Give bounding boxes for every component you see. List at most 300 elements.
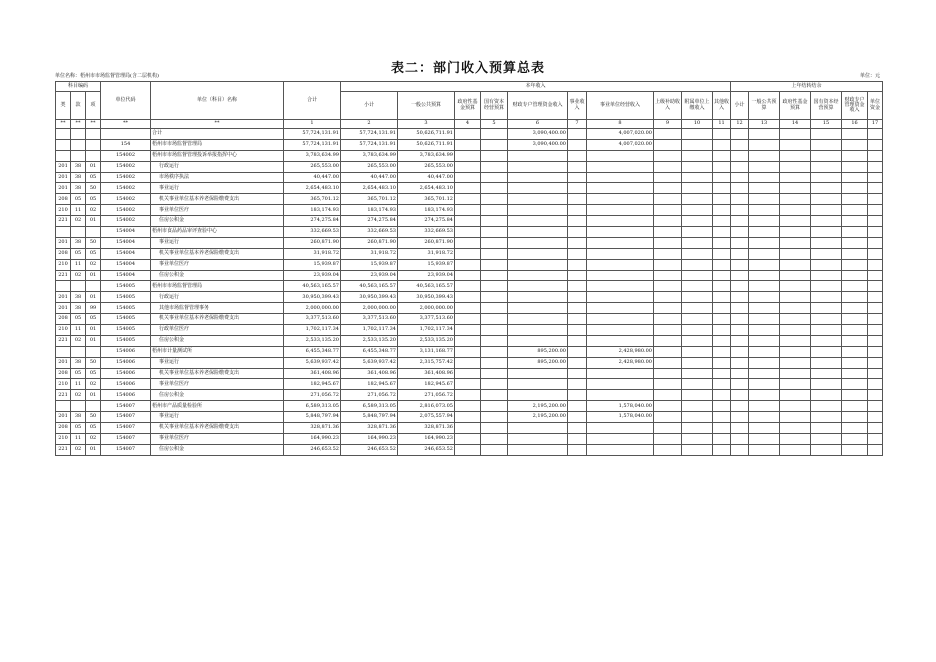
- lei-cell: 210: [56, 433, 71, 444]
- unit-name-cell: 机关事业单位基本养老保险缴费支出: [151, 314, 284, 325]
- empty-cell: [481, 183, 508, 194]
- kuan-cell: 38: [71, 161, 86, 172]
- general-budget-cell: 271,056.72: [398, 390, 455, 401]
- table-row: [56, 368, 883, 379]
- empty-cell: [455, 433, 481, 444]
- empty-cell: [455, 227, 481, 238]
- empty-cell: [713, 401, 731, 412]
- empty-cell: [731, 433, 749, 444]
- empty-cell: [682, 248, 713, 259]
- unit-name-cell: 住房公积金: [151, 444, 284, 455]
- empty-cell: [682, 139, 713, 150]
- empty-cell: [481, 303, 508, 314]
- empty-cell: [713, 205, 731, 216]
- empty-cell: [455, 390, 481, 401]
- subtotal-cell: 2,533,135.20: [341, 335, 398, 346]
- total-cell: 2,654,483.10: [284, 183, 341, 194]
- subtotal-cell: 332,669.53: [341, 227, 398, 238]
- empty-cell: [868, 412, 883, 423]
- header-gov-fund: 政府性基金预算: [455, 92, 481, 120]
- empty-cell: [731, 335, 749, 346]
- empty-cell: [481, 357, 508, 368]
- empty-cell: [811, 216, 842, 227]
- column-index-cell: **: [86, 120, 101, 129]
- table-row: [56, 379, 883, 390]
- subtotal-cell: 271,056.72: [341, 390, 398, 401]
- unit-code-cell: 154007: [101, 433, 151, 444]
- empty-cell: [481, 259, 508, 270]
- empty-cell: [654, 270, 682, 281]
- kuan-cell: 11: [71, 379, 86, 390]
- empty-cell: [811, 139, 842, 150]
- unit-code-cell: 154004: [101, 237, 151, 248]
- empty-cell: [811, 248, 842, 259]
- empty-cell: [568, 270, 587, 281]
- lei-cell: [56, 150, 71, 161]
- empty-cell: [568, 172, 587, 183]
- empty-cell: [481, 216, 508, 227]
- empty-cell: [811, 401, 842, 412]
- unit-name-cell: 事业单位医疗: [151, 379, 284, 390]
- table-row: [56, 227, 883, 238]
- total-cell: 2,000,000.00: [284, 303, 341, 314]
- empty-cell: [682, 314, 713, 325]
- xiang-cell: 05: [86, 248, 101, 259]
- xiang-cell: 50: [86, 412, 101, 423]
- empty-cell: [654, 346, 682, 357]
- empty-cell: [780, 423, 811, 434]
- empty-cell: [749, 346, 780, 357]
- cause-unit-biz-cell: 2,428,980.00: [587, 346, 654, 357]
- empty-cell: [842, 216, 868, 227]
- subtotal-cell: 265,553.00: [341, 161, 398, 172]
- subtotal-cell: 3,377,513.60: [341, 314, 398, 325]
- unit-code-cell: 154006: [101, 368, 151, 379]
- unit-code-cell: 154005: [101, 335, 151, 346]
- empty-cell: [481, 390, 508, 401]
- empty-cell: [868, 357, 883, 368]
- empty-cell: [842, 335, 868, 346]
- empty-cell: [568, 346, 587, 357]
- empty-cell: [713, 368, 731, 379]
- empty-cell: [481, 401, 508, 412]
- total-cell: 57,724,131.91: [284, 139, 341, 150]
- empty-cell: [481, 292, 508, 303]
- unit-code-cell: 154002: [101, 172, 151, 183]
- empty-cell: [780, 237, 811, 248]
- fiscal-special-cell: [508, 205, 568, 216]
- unit-code-cell: 154002: [101, 161, 151, 172]
- kuan-cell: 05: [71, 368, 86, 379]
- empty-cell: [481, 172, 508, 183]
- empty-cell: [842, 433, 868, 444]
- subtotal-cell: 328,871.36: [341, 423, 398, 434]
- xiang-cell: 01: [86, 216, 101, 227]
- subtotal-cell: 246,653.52: [341, 444, 398, 455]
- empty-cell: [481, 194, 508, 205]
- empty-cell: [568, 129, 587, 140]
- unit-code-cell: 154006: [101, 357, 151, 368]
- total-cell: 164,990.23: [284, 433, 341, 444]
- fiscal-special-cell: [508, 270, 568, 281]
- unit-name-cell: 梧州市市场监督管理局: [151, 281, 284, 292]
- empty-cell: [455, 205, 481, 216]
- empty-cell: [780, 194, 811, 205]
- cause-unit-biz-cell: [587, 335, 654, 346]
- unit-name-cell: 机关事业单位基本养老保险缴费支出: [151, 423, 284, 434]
- unit-name-cell: 事业运行: [151, 183, 284, 194]
- unit-code-cell: 154004: [101, 259, 151, 270]
- column-index-cell: **: [71, 120, 86, 129]
- total-cell: 40,447.00: [284, 172, 341, 183]
- unit-code-cell: 154004: [101, 270, 151, 281]
- cause-unit-biz-cell: 1,578,040.00: [587, 412, 654, 423]
- empty-cell: [654, 259, 682, 270]
- empty-cell: [749, 390, 780, 401]
- empty-cell: [868, 194, 883, 205]
- xiang-cell: [86, 150, 101, 161]
- empty-cell: [713, 183, 731, 194]
- unit-name-cell: 梧州市食品药品审评查验中心: [151, 227, 284, 238]
- empty-cell: [811, 346, 842, 357]
- empty-cell: [811, 433, 842, 444]
- empty-cell: [868, 314, 883, 325]
- empty-cell: [780, 129, 811, 140]
- empty-cell: [455, 270, 481, 281]
- empty-cell: [749, 314, 780, 325]
- empty-cell: [481, 248, 508, 259]
- table-row: [56, 412, 883, 423]
- empty-cell: [811, 270, 842, 281]
- subtotal-cell: 57,724,131.91: [341, 129, 398, 140]
- unit-code-cell: 154004: [101, 248, 151, 259]
- empty-cell: [842, 129, 868, 140]
- empty-cell: [731, 270, 749, 281]
- empty-cell: [654, 216, 682, 227]
- general-budget-cell: 15,939.87: [398, 259, 455, 270]
- lei-cell: 208: [56, 423, 71, 434]
- kuan-cell: 38: [71, 292, 86, 303]
- kuan-cell: 02: [71, 390, 86, 401]
- empty-cell: [842, 150, 868, 161]
- unit-code-cell: 154005: [101, 303, 151, 314]
- cause-unit-biz-cell: [587, 433, 654, 444]
- subtotal-cell: 1,702,117.34: [341, 325, 398, 336]
- unit-code-cell: [101, 129, 151, 140]
- subtotal-cell: 260,871.90: [341, 237, 398, 248]
- empty-cell: [455, 335, 481, 346]
- xiang-cell: 05: [86, 172, 101, 183]
- empty-cell: [481, 444, 508, 455]
- kuan-cell: 02: [71, 444, 86, 455]
- empty-cell: [811, 183, 842, 194]
- column-index-cell: 11: [713, 120, 731, 129]
- empty-cell: [713, 390, 731, 401]
- header-cause-income: 事业收入: [568, 92, 587, 120]
- empty-cell: [842, 172, 868, 183]
- table-row: [56, 281, 883, 292]
- table-row: [56, 325, 883, 336]
- empty-cell: [780, 314, 811, 325]
- subtotal-cell: 6,455,348.77: [341, 346, 398, 357]
- empty-cell: [455, 292, 481, 303]
- general-budget-cell: 1,702,117.34: [398, 325, 455, 336]
- general-budget-cell: 246,653.52: [398, 444, 455, 455]
- general-budget-cell: 3,131,168.77: [398, 346, 455, 357]
- header-other-income: 其他收入: [713, 92, 731, 120]
- general-budget-cell: 40,563,165.57: [398, 281, 455, 292]
- xiang-cell: 02: [86, 259, 101, 270]
- empty-cell: [713, 161, 731, 172]
- table-row: [56, 205, 883, 216]
- empty-cell: [868, 335, 883, 346]
- empty-cell: [682, 194, 713, 205]
- kuan-cell: 02: [71, 270, 86, 281]
- cause-unit-biz-cell: [587, 325, 654, 336]
- fiscal-special-cell: [508, 292, 568, 303]
- cause-unit-biz-cell: 4,007,020.00: [587, 139, 654, 150]
- column-index-cell: 15: [811, 120, 842, 129]
- cause-unit-biz-cell: [587, 259, 654, 270]
- empty-cell: [455, 346, 481, 357]
- empty-cell: [842, 183, 868, 194]
- header-xiang: 项: [86, 92, 101, 120]
- general-budget-cell: 260,871.90: [398, 237, 455, 248]
- unit-code-cell: 154002: [101, 216, 151, 227]
- empty-cell: [868, 150, 883, 161]
- empty-cell: [868, 379, 883, 390]
- xiang-cell: 01: [86, 390, 101, 401]
- general-budget-cell: 182,945.67: [398, 379, 455, 390]
- empty-cell: [811, 161, 842, 172]
- fiscal-special-cell: [508, 379, 568, 390]
- header-ly-state-capital: 国有资本经营预算: [811, 92, 842, 120]
- lei-cell: 208: [56, 248, 71, 259]
- empty-cell: [780, 444, 811, 455]
- lei-cell: 210: [56, 379, 71, 390]
- empty-cell: [780, 390, 811, 401]
- column-index-cell: 9: [654, 120, 682, 129]
- header-unit-name: 单位（科目）名称: [151, 82, 284, 120]
- empty-cell: [481, 346, 508, 357]
- unit-code-cell: 154007: [101, 423, 151, 434]
- header-ly-fiscal-special: 财政专户管理资金收入: [842, 92, 868, 120]
- empty-cell: [811, 335, 842, 346]
- table-row: [56, 161, 883, 172]
- empty-cell: [654, 281, 682, 292]
- empty-cell: [749, 150, 780, 161]
- empty-cell: [455, 368, 481, 379]
- kuan-cell: [71, 346, 86, 357]
- empty-cell: [568, 444, 587, 455]
- header-fiscal-special: 财政专户管理资金收入: [508, 92, 568, 120]
- empty-cell: [842, 390, 868, 401]
- empty-cell: [654, 401, 682, 412]
- empty-cell: [568, 368, 587, 379]
- empty-cell: [455, 139, 481, 150]
- empty-cell: [731, 129, 749, 140]
- fiscal-special-cell: [508, 259, 568, 270]
- empty-cell: [682, 183, 713, 194]
- cause-unit-biz-cell: [587, 161, 654, 172]
- empty-cell: [654, 292, 682, 303]
- empty-cell: [481, 281, 508, 292]
- empty-cell: [455, 172, 481, 183]
- empty-cell: [682, 401, 713, 412]
- lei-cell: 221: [56, 216, 71, 227]
- empty-cell: [749, 433, 780, 444]
- empty-cell: [568, 325, 587, 336]
- subtotal-cell: 365,701.12: [341, 194, 398, 205]
- lei-cell: [56, 129, 71, 140]
- column-index-cell: 1: [284, 120, 341, 129]
- unit-name-cell: 住房公积金: [151, 335, 284, 346]
- unit-name-cell: 事业单位医疗: [151, 433, 284, 444]
- empty-cell: [731, 194, 749, 205]
- empty-cell: [780, 433, 811, 444]
- lei-cell: 201: [56, 292, 71, 303]
- kuan-cell: 11: [71, 205, 86, 216]
- lei-cell: [56, 281, 71, 292]
- income-budget-table: [55, 81, 883, 456]
- unit-code-cell: 154007: [101, 444, 151, 455]
- empty-cell: [842, 346, 868, 357]
- table-row: [56, 346, 883, 357]
- unit-name-cell: 事业单位医疗: [151, 205, 284, 216]
- empty-cell: [654, 303, 682, 314]
- unit-code-cell: 154002: [101, 205, 151, 216]
- unit-name-cell: 事业运行: [151, 237, 284, 248]
- empty-cell: [713, 129, 731, 140]
- currency-unit-label: 单位：元: [859, 73, 880, 79]
- unit-code-cell: 154005: [101, 314, 151, 325]
- fiscal-special-cell: [508, 237, 568, 248]
- subtotal-cell: 15,939.87: [341, 259, 398, 270]
- column-index-cell: 12: [731, 120, 749, 129]
- empty-cell: [654, 237, 682, 248]
- empty-cell: [654, 129, 682, 140]
- lei-cell: [56, 346, 71, 357]
- fiscal-special-cell: [508, 423, 568, 434]
- subtotal-cell: 5,639,937.42: [341, 357, 398, 368]
- cause-unit-biz-cell: [587, 172, 654, 183]
- empty-cell: [682, 129, 713, 140]
- empty-cell: [481, 237, 508, 248]
- empty-cell: [811, 227, 842, 238]
- empty-cell: [682, 379, 713, 390]
- empty-cell: [749, 139, 780, 150]
- header-superior-subsidy: 上级补助收入: [654, 92, 682, 120]
- header-ly-subtotal: 小计: [731, 92, 749, 120]
- header-last-year-balance: 上年结转结余: [731, 82, 883, 92]
- empty-cell: [749, 161, 780, 172]
- empty-cell: [731, 172, 749, 183]
- empty-cell: [568, 161, 587, 172]
- kuan-cell: 02: [71, 216, 86, 227]
- unit-name-cell: 合计: [151, 129, 284, 140]
- subtotal-cell: 361,408.96: [341, 368, 398, 379]
- empty-cell: [731, 237, 749, 248]
- empty-cell: [455, 237, 481, 248]
- empty-cell: [654, 379, 682, 390]
- empty-cell: [713, 335, 731, 346]
- xiang-cell: 01: [86, 292, 101, 303]
- empty-cell: [713, 281, 731, 292]
- empty-cell: [811, 205, 842, 216]
- fiscal-special-cell: [508, 161, 568, 172]
- lei-cell: 208: [56, 368, 71, 379]
- empty-cell: [749, 368, 780, 379]
- total-cell: 57,724,131.91: [284, 129, 341, 140]
- unit-code-cell: 154002: [101, 194, 151, 205]
- empty-cell: [568, 259, 587, 270]
- subtotal-cell: 40,563,165.57: [341, 281, 398, 292]
- lei-cell: 208: [56, 194, 71, 205]
- empty-cell: [811, 237, 842, 248]
- subtotal-cell: 5,848,797.94: [341, 412, 398, 423]
- empty-cell: [811, 412, 842, 423]
- empty-cell: [842, 161, 868, 172]
- empty-cell: [780, 216, 811, 227]
- kuan-cell: [71, 401, 86, 412]
- general-budget-cell: 3,783,634.99: [398, 150, 455, 161]
- general-budget-cell: 332,669.53: [398, 227, 455, 238]
- empty-cell: [842, 194, 868, 205]
- total-cell: 5,639,937.42: [284, 357, 341, 368]
- header-general-budget: 一般公共预算: [398, 92, 455, 120]
- unit-name-cell: 行政单位医疗: [151, 325, 284, 336]
- empty-cell: [713, 433, 731, 444]
- empty-cell: [654, 205, 682, 216]
- empty-cell: [811, 423, 842, 434]
- empty-cell: [568, 216, 587, 227]
- fiscal-special-cell: 3,090,400.00: [508, 139, 568, 150]
- table-row: [56, 444, 883, 455]
- total-cell: 40,563,165.57: [284, 281, 341, 292]
- empty-cell: [731, 216, 749, 227]
- unit-code-cell: 154006: [101, 346, 151, 357]
- table-row: [56, 237, 883, 248]
- empty-cell: [842, 270, 868, 281]
- empty-cell: [749, 281, 780, 292]
- fiscal-special-cell: [508, 150, 568, 161]
- fiscal-special-cell: [508, 433, 568, 444]
- empty-cell: [682, 161, 713, 172]
- general-budget-cell: 328,871.36: [398, 423, 455, 434]
- general-budget-cell: 274,275.84: [398, 216, 455, 227]
- kuan-cell: 38: [71, 172, 86, 183]
- xiang-cell: 02: [86, 205, 101, 216]
- empty-cell: [749, 248, 780, 259]
- subtotal-cell: 274,275.84: [341, 216, 398, 227]
- fiscal-special-cell: 3,090,400.00: [508, 129, 568, 140]
- empty-cell: [713, 237, 731, 248]
- general-budget-cell: 2,654,483.10: [398, 183, 455, 194]
- empty-cell: [842, 139, 868, 150]
- unit-name-cell: 事业单位医疗: [151, 259, 284, 270]
- xiang-cell: [86, 129, 101, 140]
- subtotal-cell: 31,918.72: [341, 248, 398, 259]
- header-kuan: 款: [71, 92, 86, 120]
- unit-name-cell: 机关事业单位基本养老保险缴费支出: [151, 368, 284, 379]
- empty-cell: [455, 281, 481, 292]
- empty-cell: [455, 194, 481, 205]
- unit-code-cell: 154005: [101, 281, 151, 292]
- table-body: [56, 129, 883, 456]
- empty-cell: [713, 379, 731, 390]
- cause-unit-biz-cell: [587, 444, 654, 455]
- lei-cell: 210: [56, 259, 71, 270]
